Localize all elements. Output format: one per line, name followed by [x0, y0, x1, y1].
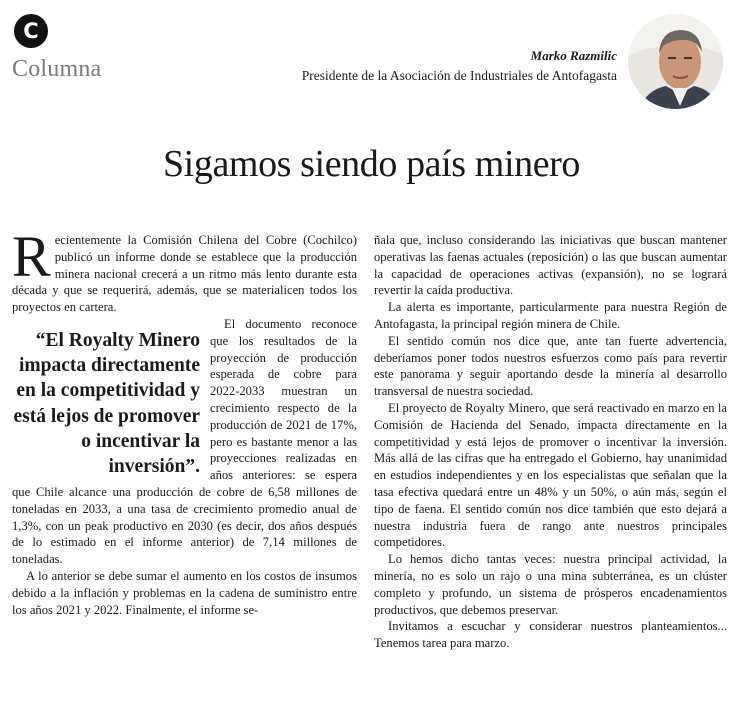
drop-cap: R: [12, 224, 51, 289]
column-badge: C: [14, 14, 48, 48]
paragraph: Recientemente la Comisión Chilena del Cobre (Cochilco) publicó un informe donde se establece que la producción minera nacional crecerá a un ritmo más lento durante esta década y que se requerirá, además, que se materialicen todos los proyectos en cartera.: [12, 224, 357, 315]
paragraph: A lo anterior se debe sumar el aumento en los costos de insumos debido a la inflación y problemas en la cadena de suministro entre los años 2021 y 2022. Finalmente, el informe se-: [12, 568, 357, 617]
paragraph: Lo hemos dicho tantas veces: nuestra principal actividad, la minería, no es solo un rajo o una mina subterránea, es un clúster completo y profundo, un sistema de prósperos encadenamientos productivos, que debemos preservar.: [374, 552, 727, 617]
headline: Sigamos siendo país minero: [162, 143, 581, 185]
author-portrait-image: [628, 14, 723, 109]
paragraph: “El Royalty Minero impacta directamente en la competitividad y está lejos de promover o incentivar la inversión”. El documento reconoce que los resultados de la proyección de producción esperada de cobre para 2022-2033 muestran un crecimiento respecto de la producción de 2021 de 17%, pero es bastante menor a las proyecciones realizadas en años anteriores: se espera que Chile alcance una producción de cobre de 6,58 millones de toneladas en 2033, a una tasa de crecimiento promedio anual de 1,3%, con un peak productivo en 2030 (es decir, dos años después de lo estimado en el informe anterior) de 7,14 millones de toneladas.: [12, 316, 357, 567]
author-name: Marko Razmilic: [530, 48, 617, 63]
author-photo: [628, 14, 723, 109]
paragraph: La alerta es importante, particularmente para nuestra Región de Antofagasta, la principal región minera de Chile.: [374, 300, 727, 331]
paragraph: ñala que, incluso considerando las iniciativas que buscan mantener operativas las faenas actuales (reposición) o las que buscan aumentar la capacidad de operaciones activas (expansión), no se logrará revertir la caída productiva.: [374, 233, 727, 298]
article-column-2: [374, 232, 727, 652]
paragraph: El sentido común nos dice que, ante tan fuerte advertencia, deberíamos poner todos nuestros esfuerzos como país para revertir este panorama y seguir aportando desde la minería al desarrollo transversal de nuestra sociedad.: [374, 333, 727, 399]
section-label: Columna: [12, 56, 102, 82]
paragraph: Invitamos a escuchar y considerar nuestros planteamientos... Tenemos tarea para marzo.: [374, 619, 727, 651]
author-byline: [302, 48, 617, 84]
pull-quote: “El Royalty Minero impacta directamente en la competitividad y está lejos de promover o incentivar la inversión”.: [13, 329, 200, 477]
paragraph: El proyecto de Royalty Minero, que será reactivado en marzo en la Comisión de Hacienda del Senado, impacta directamente en la competitividad y está lejos de promover o incentivar la inversión. Más allá de las cifras que ha entregado el Gobierno, hay unanimidad en estudios independientes y en los especialistas que señalan que la tasa efectiva quedará entre un 48% y un 50%, o aún más, según el tipo de faena. El sentido común nos dice también que esto dejará a nuestra industria fuera de rango ante nuestros principales competidores.: [374, 400, 727, 550]
article-column-1: [12, 224, 357, 618]
author-role: Presidente de la Asociación de Industriales de Antofagasta: [301, 68, 617, 83]
